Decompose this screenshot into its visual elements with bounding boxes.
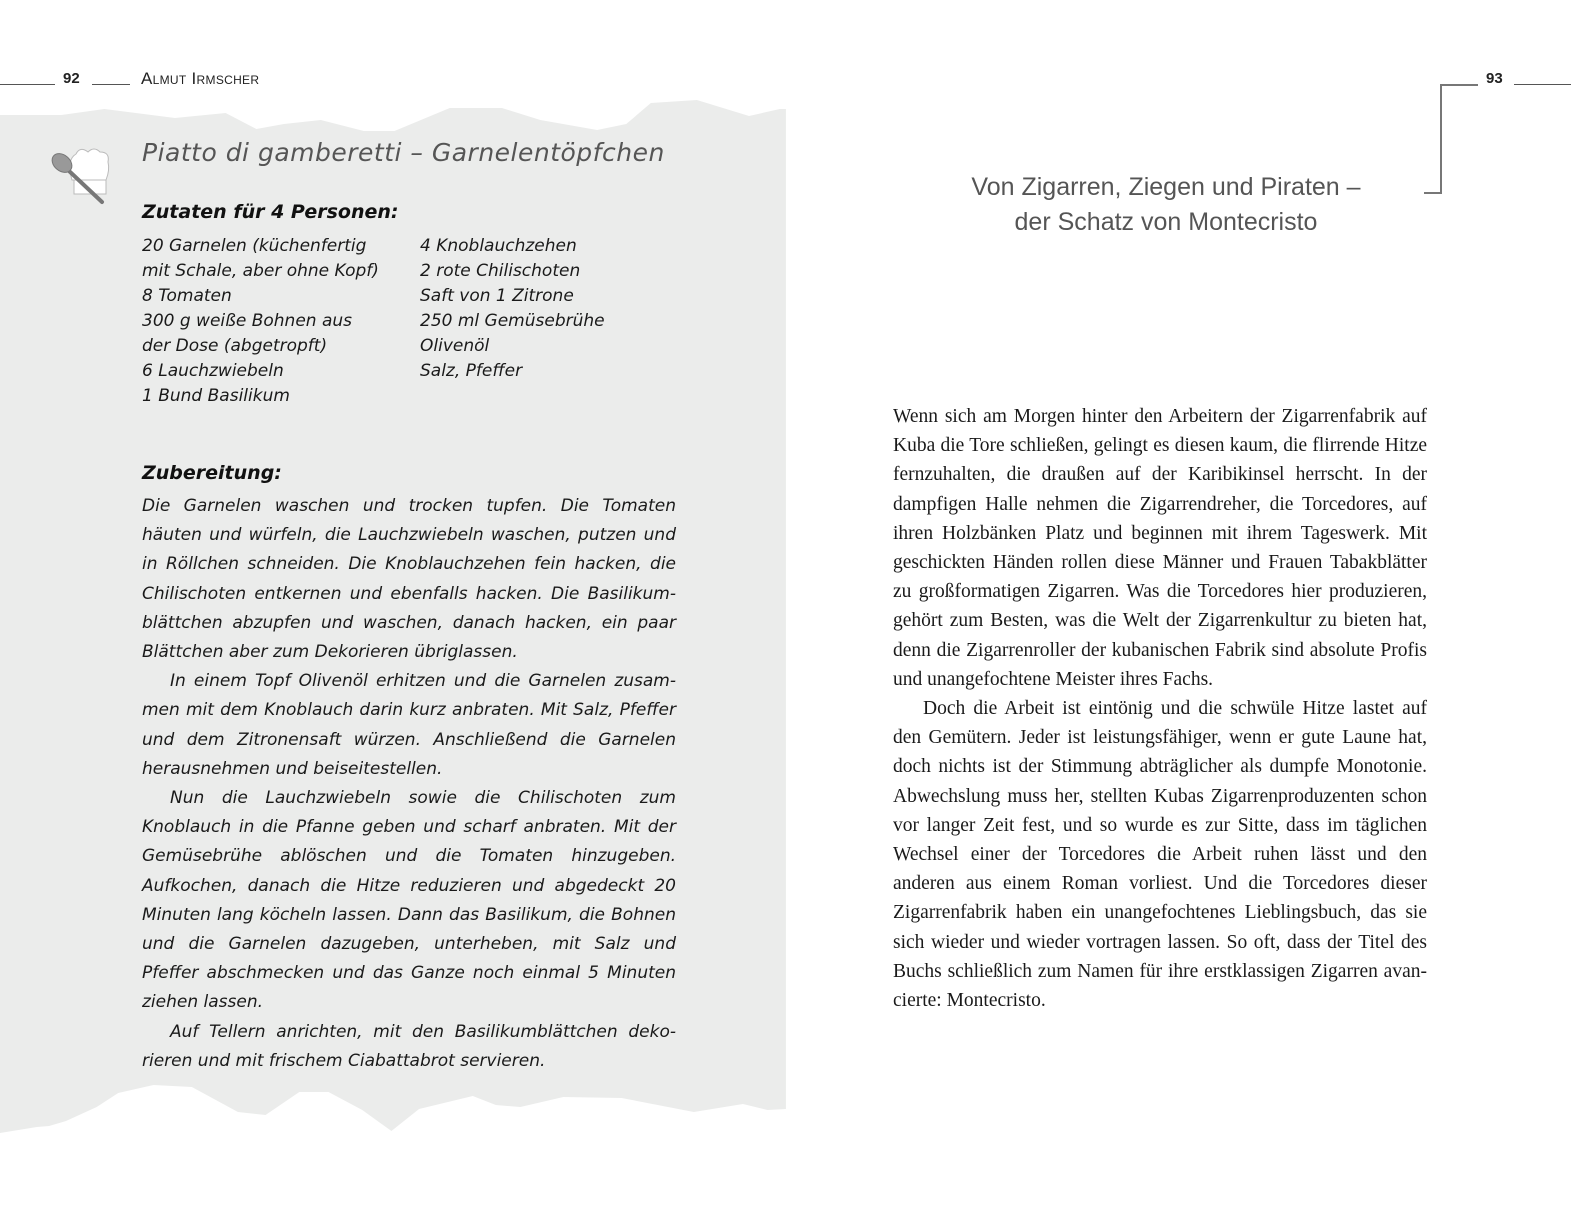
header-rule-right — [1514, 84, 1571, 85]
ingredient-item: mit Schale, aber ohne Kopf) — [142, 261, 379, 281]
chapter-title-line-1: Von Zigarren, Ziegen und Piraten – — [971, 173, 1361, 201]
preparation-paragraph: Die Garnelen waschen und trocken tupfen. Die Tomaten häuten und würfeln, die Lauchzwiebeln waschen, putzen und in Röllchen schneiden. Die Knoblauchzehen fein hacken, die Chilischoten entkernen und ebenfalls hacken. Die Basilikumblättchen abzupfen und waschen, danach hacken, ein paar Blättchen aber zum Dekorieren übriglassen. — [142, 496, 676, 663]
body-paragraph: Doch die Arbeit ist eintönig und die schwüle Hitze lastet auf den Gemütern. Jeder ist leistungsfähiger, wenn er gute Laune hat, doch nichts ist der Stimmung abträglicher als dumpfe Monotonie. Abwechslung muss her, stellten Kubas Zigarrenproduzenten schon vor langer Zeit fest, und so wurde es zur Sitte, dass im täglichen Wechsel einer der Torcedores die Arbeit ruhen lässt und den anderen aus einem Roman vorliest. Und die Torcedores dieser Zigarrenfabrik haben ein unangefochtenes Lieblingsbuch, das sie sich wieder und wieder vortragen lassen. So oft, dass der Titel des Buchs schließlich zum Namen für ihre erstklassigen Zigarren avancierte: Montecristo. — [893, 698, 1427, 1012]
ingredient-item: 6 Lauchzwiebeln — [142, 361, 284, 381]
ingredients-list-left — [142, 234, 379, 409]
ingredient-item: der Dose (abgetropft) — [142, 336, 328, 356]
chapter-body-text — [893, 402, 1427, 1015]
ingredient-item: 4 Knoblauchzehen — [420, 236, 577, 256]
recipe-title: Piatto di gamberetti – Garnelentöpfchen — [142, 138, 665, 167]
ingredient-item: 8 Tomaten — [142, 286, 232, 306]
page-number-left: 92 — [63, 70, 80, 87]
preparation-paragraph: Auf Tellern anrichten, mit den Basilikumblättchen dekorieren und mit frischem Ciabattabrot servieren. — [142, 1021, 676, 1071]
chapter-title — [900, 170, 1432, 240]
ingredient-item: 300 g weiße Bohnen aus — [142, 311, 353, 331]
page-number-right: 93 — [1486, 70, 1503, 87]
header-rule-middle — [92, 84, 130, 85]
ingredient-item: 1 Bund Basilikum — [142, 386, 290, 406]
chapter-frame-vertical — [1440, 84, 1442, 194]
ingredient-item: 250 ml Gemüsebrühe — [420, 311, 605, 331]
ingredient-item: 2 rote Chilischoten — [420, 261, 581, 281]
running-head-author: Almut Irmscher — [141, 69, 260, 88]
ingredient-item: Saft von 1 Zitrone — [420, 286, 574, 306]
ingredient-item: 20 Garnelen (küchenfertig — [142, 236, 367, 256]
body-paragraph: Wenn sich am Morgen hinter den Arbeitern der Zigarrenfabrik auf Kuba die Tore schließen, gelingt es diesen kaum, die flirrende Hitze fernzuhalten, die draußen auf der Karibikinsel herrscht. In der dampfigen Halle nehmen die Zigarrendreher, die Torcedores, auf ihren Holzbänken Platz und beginnen mit ihrem Tageswerk. Mit geschickten Händen rollen diese Männer und Frauen Tabakblätter zu großformatigen Zigarren. Was die Torcedores hier produzieren, gehört zum Besten, was die Welt der Zigarrenkultur zu bieten hat, denn die Zigarrenroller der kubanischen Fabrik sind absolute Profis und unangefochtene Meister ihres Fachs. — [893, 406, 1427, 690]
preparation-heading: Zubereitung: — [142, 462, 282, 484]
header-rule-left — [0, 84, 55, 85]
chapter-frame-top — [1440, 84, 1478, 86]
preparation-paragraph: Nun die Lauchzwiebeln sowie die Chilischoten zum Knoblauch in die Pfanne geben und scharf anbraten. Mit der Gemüsebrühe ablöschen und die Tomaten hinzugeben. Aufkochen, danach die Hitze reduzieren und abgedeckt 20 Minuten lang köcheln lassen. Dann das Basilikum, die Bohnen und die Garnelen dazugeben, unterheben, mit Salz und Pfeffer abschmecken und das Ganze noch einmal 5 Minuten ziehen lassen. — [142, 788, 676, 1013]
ingredients-list-right — [420, 234, 605, 384]
preparation-paragraph: In einem Topf Olivenöl erhitzen und die Garnelen zusammen mit dem Knoblauch darin kurz anbraten. Mit Salz, Pfeffer und dem Zitronensaft würzen. Anschließend die Garnelen herausnehmen und beiseitestellen. — [142, 671, 676, 779]
chapter-title-line-2: der Schatz von Montecristo — [1014, 208, 1318, 236]
chef-hat-spoon-icon — [44, 140, 114, 210]
ingredient-item: Salz, Pfeffer — [420, 361, 523, 381]
ingredient-item: Olivenöl — [420, 336, 490, 356]
preparation-text — [142, 492, 676, 1076]
ingredients-heading: Zutaten für 4 Personen: — [142, 201, 399, 223]
